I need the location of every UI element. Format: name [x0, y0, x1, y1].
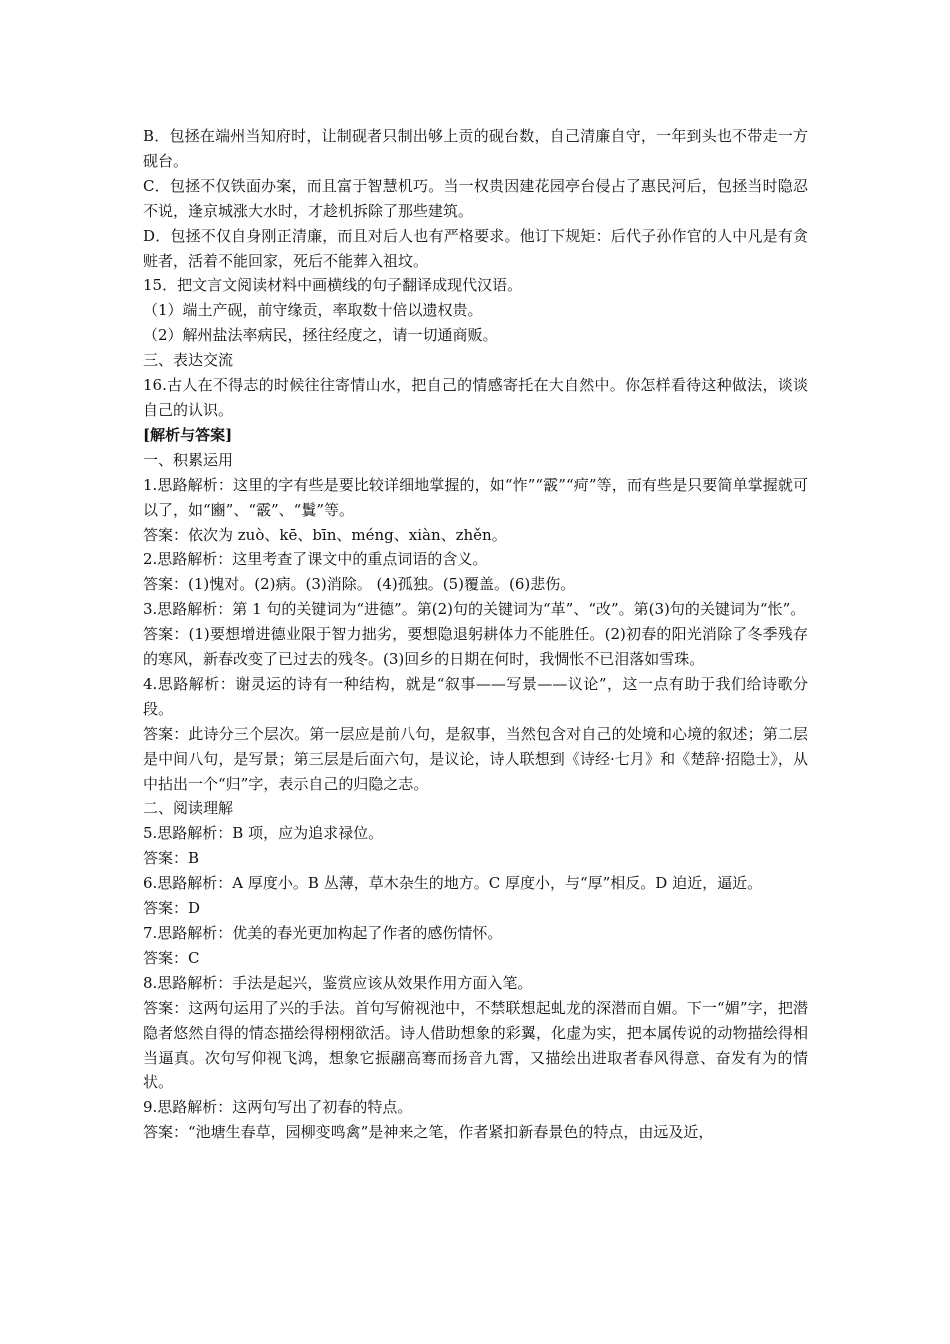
section-heading: [解析与答案] — [143, 425, 233, 444]
paragraph: 3.思路解析：第 1 句的关键词为“进德”。第(2)句的关键词为“革”、“改”。第(3)句的关键词为“怅”。 — [143, 600, 806, 619]
paragraph: 5.思路解析：B 项，应为追求禄位。 — [143, 824, 384, 843]
paragraph: 6.思路解析：A 厚度小。B 丛薄，草木杂生的地方。C 厚度小，与“厚”相反。D 迫近，逼近。 — [143, 874, 763, 893]
paragraph: 二、阅读理解 — [143, 799, 234, 818]
paragraph: （2）解州盐法率病民，拯往经度之，请一切通商贩。 — [143, 326, 498, 345]
paragraph: B．包拯在端州当知府时，让制砚者只制出够上贡的砚台数，自己清廉自守，一年到头也不带走一方砚台。 — [143, 127, 808, 170]
paragraph: 三、表达交流 — [143, 351, 234, 370]
paragraph: 答案：B — [143, 849, 200, 868]
paragraph: 2.思路解析：这里考查了课文中的重点词语的含义。 — [143, 550, 488, 569]
paragraph: 答案：C — [143, 948, 200, 967]
paragraph: D．包拯不仅自身刚正清廉，而且对后人也有严格要求。他订下规矩：后代子孙作官的人中凡是有贪赃者，活着不能回家，死后不能葬入祖坟。 — [143, 226, 808, 270]
paragraph: 答案：D — [143, 899, 201, 918]
paragraph: 15．把文言文阅读材料中画横线的句子翻译成现代汉语。 — [143, 276, 523, 295]
paragraph: 答案：(1)要想增进德业限于智力拙劣，要想隐退躬耕体力不能胜任。(2)初春的阳光消除了冬季残存的寒风，新春改变了已过去的残冬。(3)回乡的日期在何时，我惆怅不已泪落如雪珠。 — [143, 625, 808, 669]
paragraph: 16.古人在不得志的时候往往寄情山水，把自己的情感寄托在大自然中。你怎样看待这种做法，谈谈自己的认识。 — [143, 376, 808, 419]
paragraph: 7.思路解析：优美的春光更加构起了作者的感伤情怀。 — [143, 924, 503, 942]
paragraph: （1）端土产砚，前守缘贡，率取数十倍以遗权贵。 — [143, 301, 483, 320]
paragraph: 9.思路解析：这两句写出了初春的特点。 — [143, 1098, 413, 1117]
paragraph: 8.思路解析：手法是起兴，鉴赏应该从效果作用方面入笔。 — [143, 973, 533, 992]
paragraph: 答案：此诗分三个层次。第一层应是前八句，是叙事，当然包含对自己的处境和心境的叙述；第二层是中间八句，是写景；第三层是后面六句，是议论，诗人联想到《诗经·七月》和《楚辞·招隐士》，从中拈出一个“归”字，表示自己的归隐之志。 — [143, 724, 808, 793]
document-body — [143, 124, 808, 1145]
paragraph: 答案：(1)愧对。(2)病。(3)消除。 (4)孤独。(5)覆盖。(6)悲伤。 — [143, 575, 576, 594]
paragraph: 4.思路解析：谢灵运的诗有一种结构，就是“叙事——写景——议论”，这一点有助于我们给诗歌分段。 — [143, 674, 808, 718]
paragraph: C．包拯不仅铁面办案，而且富于智慧机巧。当一权贵因建花园亭台侵占了惠民河后，包拯当时隐忍不说，逢京城涨大水时，才趁机拆除了那些建筑。 — [143, 176, 808, 220]
paragraph: 答案：依次为 zuò、kē、bīn、méng、xiàn、zhěn。 — [143, 525, 507, 544]
paragraph: 1.思路解析：这里的字有些是要比较详细地掌握的，如“怍”“霰”“疴”等，而有些是只要简单掌握就可以了，如“豳”、“霰”、“鬒”等。 — [143, 475, 808, 519]
paragraph: 答案：这两句运用了兴的手法。首句写俯视池中，不禁联想起虬龙的深潜而自媚。下一“媚”字，把潜隐者悠然自得的情态描绘得栩栩欲活。诗人借助想象的彩翼，化虚为实，把本属传说的动物描绘得相当逼真。次句写仰视飞鸿，想象它振翮高骞而扬音九霄，又描绘出进取者春风得意、奋发有为的情状。 — [143, 998, 808, 1092]
paragraph: 答案：“池塘生春草，园柳变鸣禽”是神来之笔，作者紧扣新春景色的特点，由远及近， — [143, 1123, 714, 1142]
paragraph: 一、积累运用 — [143, 450, 234, 469]
